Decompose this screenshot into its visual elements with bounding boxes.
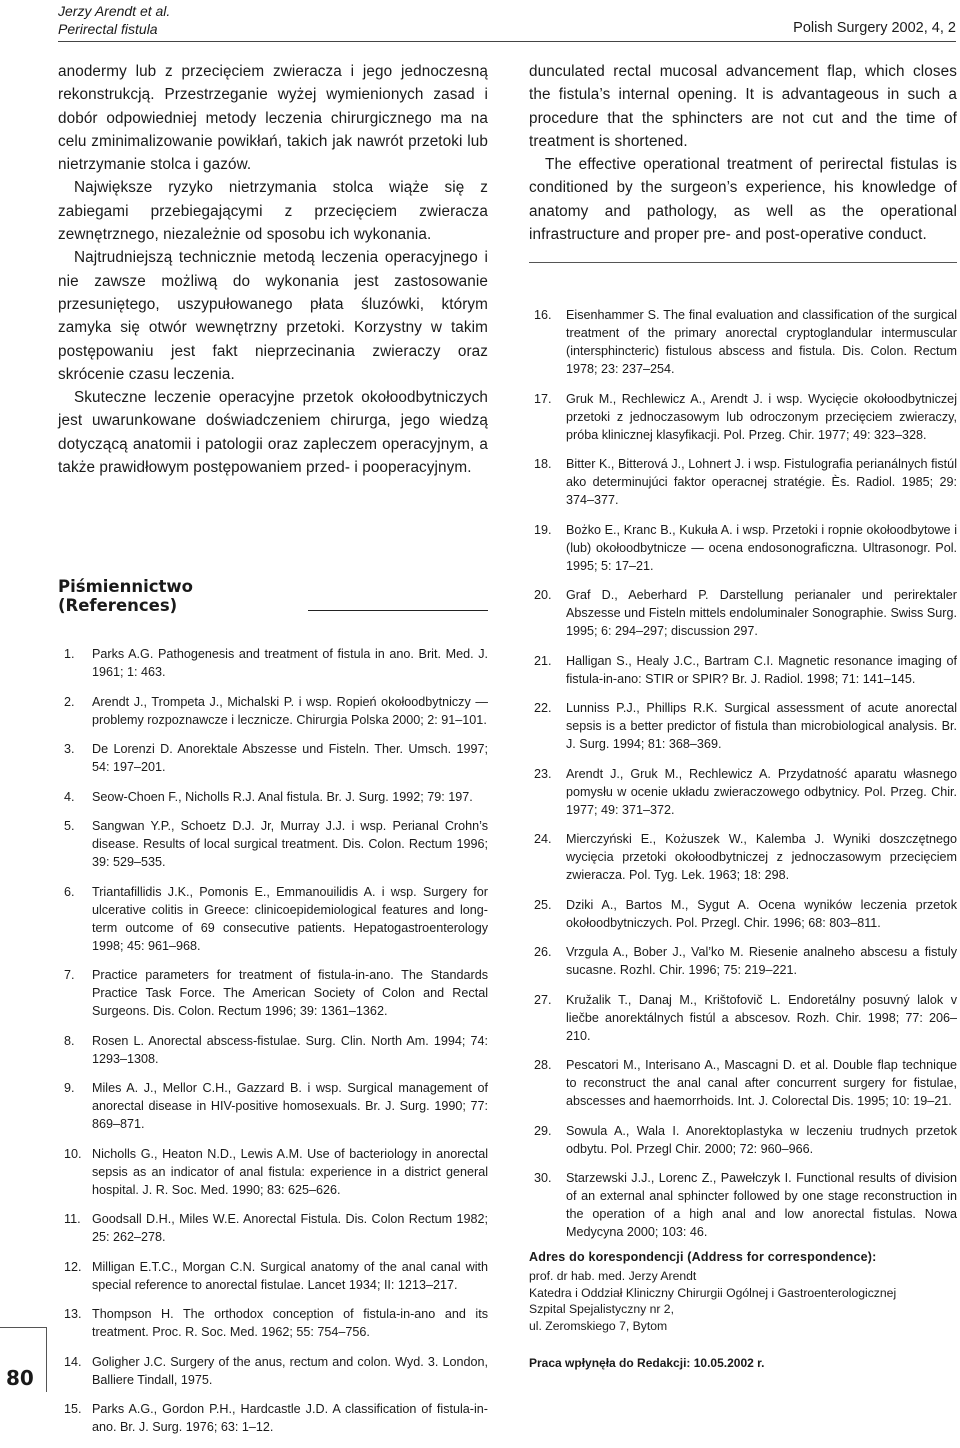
correspondence-line: prof. dr hab. med. Jerzy Arendt [529,1269,697,1283]
reference-number: 6. [64,884,75,899]
references-list-left [64,645,488,1436]
reference-item [534,1122,957,1158]
reference-text: Sangwan Y.P., Schoetz D.J. Jr, Murray J.J. i wsp. Perianal Crohn’s disease. Results of local surgical treatment. Dis. Colon. Rectum 1996; 39: 529–535. [92,819,488,870]
reference-item [64,1145,488,1199]
reference-item [534,765,957,819]
reference-number: 1. [64,647,75,662]
reference-text: Lunniss P.J., Phillips R.K. Surgical assessment of acute anorectal sepsis is a better predictor of fistula than microbiological analysis. Br. J. Surg. 1994; 81: 368–369. [566,701,957,751]
reference-item [534,586,957,640]
reference-number: 22. [534,701,552,715]
running-header [58,2,170,38]
references-list-right-wrap [534,306,957,1253]
header-divider [58,41,956,42]
correspondence-line: Katedra i Oddział Kliniczny Chirurgii Ogólnej i Gastroenterologicznej [529,1285,897,1300]
reference-number: 28. [534,1058,552,1072]
reference-item [534,455,957,509]
reference-item [534,652,957,688]
reference-number: 18. [534,457,552,471]
reference-text: Gruk M., Rechlewicz A., Arendt J. i wsp. Wycięcie okołoodbytniczej przetoki z jednoczasowym lub odroczonym przecięciem zwieraczy, próba klinicznej klasyfikacji. Pol. Przeg. Chir. 1977; 49: 323–328. [566,391,957,442]
received-date: Praca wpłynęła do Redakcji: 10.05.2002 r. [529,1356,765,1370]
reference-item [64,817,488,871]
body-paragraph: Największe ryzyko nietrzymania stolca wiąże się z zabiegami przebiegającymi z przecięciem zwieracza zewnętrznego, niezależnie od sposobu ich wykonania. [58,179,488,244]
references-heading-rule [308,610,488,611]
body-paragraph: dunculated rectal mucosal advancement flap, which closes the fistula’s internal opening. It is advantageous in such a procedure that the sphincters are not cut and the time of treatment is shortened. [529,63,957,150]
reference-number: 16. [534,308,552,322]
reference-item [534,306,957,378]
reference-item [64,1305,488,1341]
reference-item [64,788,488,806]
reference-item [64,1353,488,1389]
reference-item [64,1210,488,1246]
body-paragraph: Skuteczne leczenie operacyjne przetok okołoodbytniczych jest uwarunkowane doświadczeniem chirurga, jego wiedzą dotyczącą anatomii i patologii oraz zapleczem operacyjnym, a także prawidłowym postępowaniem przed- i pooperacyjnym. [58,389,488,477]
reference-text: Bożko E., Kranc B., Kukuła A. i wsp. Przetoki i ropnie okołoodbytowe i (lub) okołoodbytnicze — ocena endosonograficzna. Ultrasonogr. Pol. 1995; 5: 17–21. [566,522,957,573]
left-column [58,60,488,1448]
reference-item [64,693,488,729]
reference-item [534,521,957,575]
reference-item [534,699,957,753]
references-list-right [534,306,957,1241]
reference-number: 14. [64,1354,82,1369]
reference-text: Vrzgula A., Bober J., Val’ko M. Riesenie analneho abscesu a fistuly sucasne. Rozhl. Chir. 1996; 75: 219–221. [566,945,957,977]
reference-text: Parks A.G. Pathogenesis and treatment of fistula in ano. Brit. Med. J. 1961; 1: 463. [92,647,488,680]
reference-text: Rosen L. Anorectal abscess-fistulae. Surg. Clin. North Am. 1994; 74: 1293–1308. [92,1033,488,1066]
reference-number: 30. [534,1171,552,1185]
reference-number: 23. [534,766,552,781]
reference-item [534,896,957,932]
reference-number: 26. [534,945,552,959]
reference-item [534,830,957,884]
reference-number: 20. [534,588,552,602]
references-heading-text: Piśmiennictwo (References) [58,577,194,616]
reference-text: Triantafillidis J.K., Pomonis E., Emmanouilidis A. i wsp. Surgery for ulcerative colitis in Greece: clinicoepidemiological features and long-term outcome of 69 consecutive patients. Hepatogastroenterology 1998; 45: 961–968. [92,884,488,953]
reference-item [534,991,957,1045]
reference-text: Graf D., Aeberhard P. Darstellung perianaler und perirektaler Abszesse und Fisteln mittels endoluminaler Sonographie. Swiss Surg. 1995; 6: 294–297; discussion 297. [566,588,957,638]
reference-number: 29. [534,1123,552,1138]
reference-number: 4. [64,789,75,804]
reference-text: Thompson H. The orthodox conception of fistula-in-ano and its treatment. Proc. R. Soc. Med. 1962; 55: 754–756. [92,1307,488,1340]
header-authors: Jerzy Arendt et al. [58,3,171,19]
reference-text: Mierczyński E., Kożuszek W., Kalemba J. Wyniki doszczętnego wycięcia przetoki okołoodbytniczej z jednoczasowym przecięciem zwieracza. Pol. Tyg. Lek. 1963; 18: 298. [566,832,957,882]
reference-item [534,390,957,444]
reference-text: Arendt J., Gruk M., Rechlewicz A. Przydatność aparatu własnego pomysłu w ocenie układu zwieraczowego odbytnicy. Pol. Przeg. Chir. 1977; 49: 371–372. [566,766,957,817]
reference-number: 19. [534,522,552,537]
reference-number: 25. [534,897,552,912]
reference-text: Starzewski J.J., Lorenc Z., Pawełczyk I. Functional results of division of an external anal sphincter followed by one stage reconstruction in the operation of a high anal and low anorectal fistulas. Nowa Medycyna 2000; 103: 46. [566,1171,957,1239]
correspondence-line: ul. Zeromskiego 7, Bytom [529,1318,668,1333]
body-paragraph: The effective operational treatment of perirectal fistulas is conditioned by the surgeon’s experience, his knowledge of anatomy and pathology, as well as the operational infrastructure and proper pre- and post-operative conduct. [529,156,957,244]
reference-number: 21. [534,653,552,668]
reference-number: 7. [64,968,75,983]
body-paragraph: Najtrudniejszą technicznie metodą leczenia operacyjnego i nie zawsze możliwą do wykonania jest zastosowanie przesuniętego, uszypułowanego płata śluzówki, którym zamyka się otwór wewnętrzny przetoki. Korzystny w takim postępowaniu jest fakt nieprzecinania zwieraczy oraz skrócenie czasu leczenia. [58,249,488,383]
reference-item [64,1079,488,1133]
reference-text: Halligan S., Healy J.C., Bartram C.I. Magnetic resonance imaging of fistula-in-ano: STIR or SPIR? Br. J. Radiol. 1998; 71: 141–145. [566,653,957,686]
reference-item [64,645,488,681]
reference-item [64,1400,488,1436]
header-short-title: Perirectal fistula [58,21,158,37]
reference-text: Practice parameters for treatment of fistula-in-ano. The Standards Practice Task Force. The American Society of Colon and Rectal Surgeons. Dis. Colon. Rectum 1996; 39: 1361–1362. [92,968,488,1019]
page-number: 80 [6,1366,34,1390]
right-column [529,60,957,246]
reference-item [534,1169,957,1241]
reference-number: 9. [64,1081,75,1096]
reference-number: 8. [64,1033,75,1048]
reference-text: Arendt J., Trompeta J., Michalski P. i wsp. Ropień okołoodbytniczy — problemy rozpoznawcze i lecznicze. Chirurgia Polska 2000; 2: 91–101. [92,694,488,727]
reference-number: 17. [534,391,552,406]
reference-item [64,883,488,955]
reference-text: Sowula A., Wala I. Anorektoplastyka w leczeniu trudnych przetok odbytu. Pol. Przegl Chir. 2000; 72: 960–966. [566,1123,957,1156]
reference-text: Pescatori M., Interisano A., Mascagni D. et al. Double flap technique to reconstruct the anal canal after concurrent surgery for fistulae, abscesses and haemorrhoids. Int. J. Colorectal Dis. 1995; 10: 19–21. [566,1058,957,1108]
reference-number: 10. [64,1146,82,1161]
correspondence-title: Adres do korespondencji (Address for correspondence): [529,1250,877,1264]
reference-number: 27. [534,992,552,1007]
reference-text: Nicholls G., Heaton N.D., Lewis A.M. Use of bacteriology in anorectal sepsis as an indicator of anal fistula: experience in a district general hospital. J. R. Soc. Med. 1990; 83: 625–626. [92,1146,488,1197]
correspondence-block [529,1250,957,1334]
reference-text: Goligher J.C. Surgery of the anus, rectum and colon. Wyd. 3. London, Balliere Tindall, 1975. [92,1354,488,1387]
reference-number: 2. [64,694,75,709]
reference-number: 5. [64,819,75,834]
reference-number: 15. [64,1402,82,1417]
reference-item [534,1056,957,1110]
reference-number: 24. [534,832,552,846]
reference-text: Eisenhammer S. The final evaluation and classification of the surgical treatment of the primary anorectal cryptoglandular intermuscular (intersphincteric) fistulous abscess and fistula. Dis. Colon. Rectum 1978; 23: 237–254. [566,308,957,376]
reference-text: Goodsall D.H., Miles W.E. Anorectal Fistula. Dis. Colon Rectum 1982; 25: 262–278. [92,1212,488,1245]
reference-item [64,1032,488,1068]
reference-number: 11. [64,1212,81,1227]
reference-text: Bitter K., Bitterová J., Lohnert J. i wsp. Fistulografia perianálnych fistúl ako determinujúci faktor operacnej stratégie. Ès. Radiol. 1985; 29: 374–377. [566,457,957,507]
reference-text: Miles A. J., Mellor C.H., Gazzard B. i wsp. Surgical management of anorectal disease in HIV-positive homosexuals. Br. J. Surg. 1990; 77: 869–871. [92,1081,488,1132]
reference-text: Dziki A., Bartos M., Sygut A. Ocena wyników leczenia przetok okołoodbytniczych. Pol. Przegl. Chir. 1996; 68: 803–811. [566,897,957,930]
reference-number: 3. [64,742,75,757]
reference-item [64,1258,488,1294]
body-paragraph: anodermy lub z przecięciem zwieracza i jego jednoczesną rekonstrukcją. Przestrzeganie wyżej wymienionych zasad i dobór odpowiedniej metody leczenia chirurgicznego ma na celu zminimalizowanie powikłań, takich jak nawrót przetoki lub nietrzymanie stolca i gazów. [58,63,488,174]
reference-text: Seow-Choen F., Nicholls R.J. Anal fistula. Br. J. Surg. 1992; 79: 197. [92,789,473,804]
header-journal: Polish Surgery 2002, 4, 2 [793,20,956,36]
reference-text: Parks A.G., Gordon P.H., Hardcastle J.D. A classification of fistula-in-ano. Br. J. Surg. 1976; 63: 1–12. [92,1402,488,1435]
reference-item [534,943,957,979]
reference-text: Milligan E.T.C., Morgan C.N. Surgical anatomy of the anal canal with special reference to anorectal fistulae. Lancet 1934; II: 1213–217. [92,1259,488,1292]
references-heading [58,577,488,615]
reference-item [64,966,488,1020]
references-divider [529,262,957,263]
correspondence-line: Szpital Spejalistyczny nr 2, [529,1302,674,1316]
reference-text: Kružalik T., Danaj M., Krištofovič L. Endoretálny posuvný lalok v liečbe anorektálnych fistúl a abscesov. Rozh. Chir. 1998; 77: 206–210. [566,992,957,1043]
reference-item [64,740,488,776]
reference-text: De Lorenzi D. Anorektale Abszesse und Fisteln. Ther. Umsch. 1997; 54: 197–201. [92,742,488,775]
reference-number: 13. [64,1307,82,1322]
reference-number: 12. [64,1259,82,1274]
